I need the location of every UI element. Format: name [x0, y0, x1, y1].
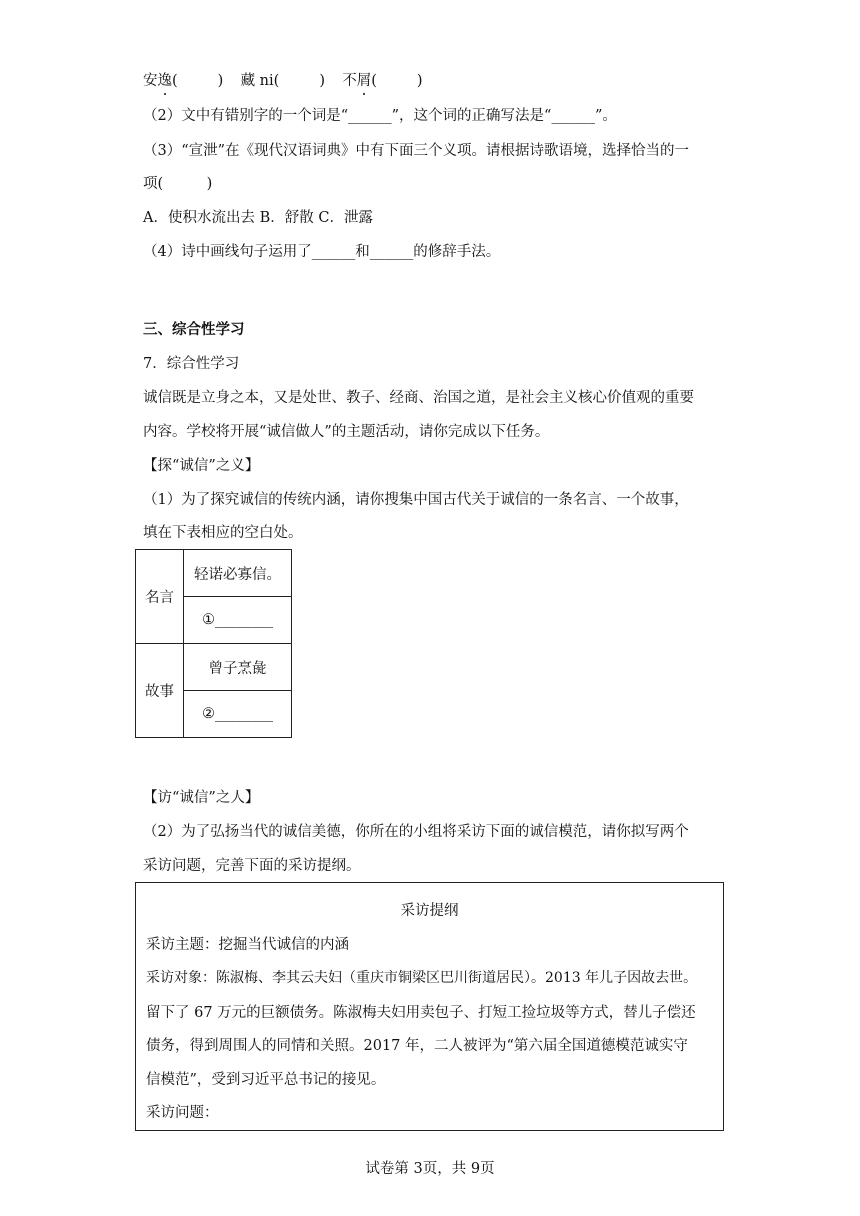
table-cell-story-blank[interactable]: ②________ [184, 691, 292, 738]
table-cell-quote-1: 轻诺必寡信。 [184, 550, 292, 597]
outline-questions[interactable]: 采访问题： [146, 1105, 219, 1121]
outline-theme: 采访主题：挖掘当代诚信的内涵 [146, 937, 349, 953]
question-7-title: 7．综合性学习 [143, 356, 240, 372]
sub-question-1-line-2: 填在下表相应的空白处。 [143, 525, 303, 541]
table-cell-story-1: 曾子烹彘 [184, 644, 292, 691]
question-3-line-1: （3）“宣泄”在《现代汉语词典》中有下面三个义项。请根据诗歌语境，选择恰当的一 [143, 143, 690, 159]
pinyin-blanks-line: 安逸( ) 藏 ni( ) 不屑( ) [143, 73, 423, 89]
intro-line-1: 诚信既是立身之本，又是处世、教子、经商、治国之道，是社会主义核心价值观的重要 [143, 390, 694, 406]
outline-object-line-4: 信模范”，受到习近平总书记的接见。 [146, 1072, 386, 1088]
quote-story-table [135, 549, 292, 738]
question-2: （2）文中有错别字的一个词是“______”，这个词的正确写法是“______”。 [143, 108, 617, 124]
dotted-char: 逸 [157, 73, 172, 89]
table-cell-quote-blank[interactable]: ①________ [184, 597, 292, 644]
interview-outline-box [135, 882, 724, 1131]
outline-object-line-1: 采访对象：陈淑梅、李其云夫妇（重庆市铜梁区巴川街道居民）。2013 年儿子因故去世。 [146, 970, 698, 986]
sub-question-2-line-2: 采访问题，完善下面的采访提纲。 [143, 858, 361, 874]
table-label-quote: 名言 [136, 550, 184, 644]
sub-question-1-line-1: （1）为了探究诚信的传统内涵，请你搜集中国古代关于诚信的一条名言、一个故事， [143, 492, 689, 508]
section-title: 三、综合性学习 [143, 321, 245, 338]
fang-heading: 【访“诚信”之人】 [143, 790, 260, 806]
answer-options: A．使积水流出去 B．舒散 C．泄露 [143, 210, 373, 226]
outline-object-line-2: 留下了 67 万元的巨额债务。陈淑梅夫妇用卖包子、打短工捡垃圾等方式，替儿子偿还 [146, 1005, 696, 1021]
outline-object-line-3: 债务，得到周围人的同情和关照。2017 年，二人被评为“第六届全国道德模范诚实守 [146, 1038, 688, 1054]
question-3-line-2: 项( ) [143, 176, 213, 192]
sub-question-2-line-1: （2）为了弘扬当代的诚信美德，你所在的小组将采访下面的诚信模范，请你拟写两个 [143, 824, 689, 840]
intro-line-2: 内容。学校将开展“诚信做人”的主题活动，请你完成以下任务。 [143, 424, 550, 440]
tan-heading: 【探“诚信”之义】 [143, 458, 260, 474]
dotted-char: 屑 [356, 73, 372, 89]
outline-title: 采访提纲 [400, 903, 459, 919]
question-4: （4）诗中画线句子运用了______和______的修辞手法。 [143, 244, 501, 260]
table-label-story: 故事 [136, 644, 184, 738]
page-footer: 试卷第 3页，共 9页 [365, 1161, 495, 1177]
